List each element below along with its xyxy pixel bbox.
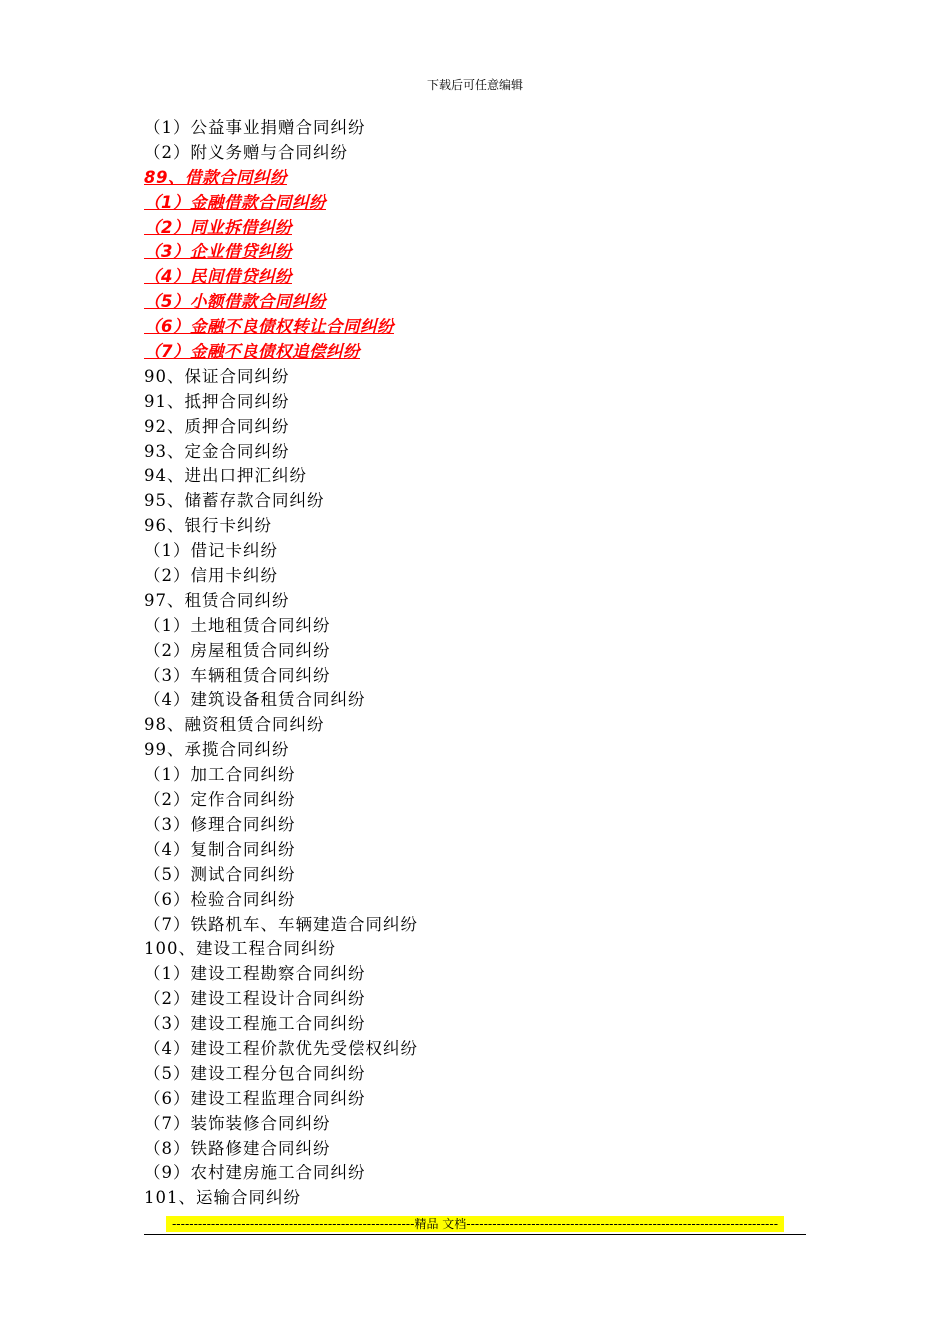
highlighted-entry: （4）民间借贷纠纷 (144, 267, 292, 287)
highlighted-entry: （5）小额借款合同纠纷 (144, 292, 326, 312)
sub-category-item: （1）加工合同纠纷 (144, 765, 296, 785)
sub-category-item: （5）测试合同纠纷 (144, 864, 296, 884)
category-heading: 101、运输合同纠纷 (144, 1188, 301, 1208)
sub-category-item: （3）车辆租赁合同纠纷 (144, 665, 331, 685)
category-heading: 98、融资租赁合同纠纷 (144, 715, 325, 735)
sub-category-item: （3）修理合同纠纷 (144, 814, 296, 834)
sub-category-item: （4）建筑设备租赁合同纠纷 (144, 690, 366, 710)
sub-category-item: （2）信用卡纠纷 (144, 566, 278, 586)
sub-category-item: （4）复制合同纠纷 (144, 839, 296, 859)
category-heading: 100、建设工程合同纠纷 (144, 939, 336, 959)
sub-category-item: （2）附义务赠与合同纠纷 (144, 142, 348, 162)
sub-category-item: （2）房屋租赁合同纠纷 (144, 640, 331, 660)
footer-divider (144, 1234, 806, 1235)
category-heading: 93、定金合同纠纷 (144, 441, 290, 461)
sub-category-item: （6）检验合同纠纷 (144, 889, 296, 909)
sub-category-item: （9）农村建房施工合同纠纷 (144, 1163, 366, 1183)
page-header: 下载后可任意编辑 (426, 78, 523, 92)
sub-category-item: （1）借记卡纠纷 (144, 541, 278, 561)
sub-category-item: （7）铁路机车、车辆建造合同纠纷 (144, 914, 418, 934)
footer-banner: --------------------------------------------------------精品 文档------------------------------------------------------------------------ (166, 1216, 784, 1232)
sub-category-item: （1）公益事业捐赠合同纠纷 (144, 118, 366, 137)
highlighted-entry: （2）同业拆借纠纷 (144, 217, 292, 237)
category-heading: 99、承揽合同纠纷 (144, 740, 290, 760)
category-heading: 92、质押合同纠纷 (144, 416, 290, 436)
category-heading: 96、银行卡纠纷 (144, 516, 272, 536)
category-heading: 95、储蓄存款合同纠纷 (144, 491, 325, 511)
highlighted-entry: （7）金融不良债权追偿纠纷 (144, 342, 360, 362)
sub-category-item: （1）土地租赁合同纠纷 (144, 615, 331, 635)
highlighted-entry: （3）企业借贷纠纷 (144, 242, 292, 262)
highlighted-entry: （1）金融借款合同纠纷 (144, 192, 326, 212)
sub-category-item: （4）建设工程价款优先受偿权纠纷 (144, 1038, 418, 1058)
category-heading: 97、租赁合同纠纷 (144, 590, 290, 610)
sub-category-item: （2）建设工程设计合同纠纷 (144, 989, 366, 1009)
category-heading: 94、进出口押汇纠纷 (144, 466, 307, 486)
category-heading: 91、抵押合同纠纷 (144, 391, 290, 411)
sub-category-item: （6）建设工程监理合同纠纷 (144, 1088, 366, 1108)
sub-category-item: （5）建设工程分包合同纠纷 (144, 1063, 366, 1083)
sub-category-item: （7）装饰装修合同纠纷 (144, 1113, 331, 1133)
document-body (144, 116, 824, 1211)
sub-category-item: （1）建设工程勘察合同纠纷 (144, 964, 366, 984)
highlighted-entry: （6）金融不良债权转让合同纠纷 (144, 317, 394, 337)
sub-category-item: （8）铁路修建合同纠纷 (144, 1138, 331, 1158)
sub-category-item: （3）建设工程施工合同纠纷 (144, 1014, 366, 1034)
highlighted-entry: 89、借款合同纠纷 (144, 167, 287, 187)
category-heading: 90、保证合同纠纷 (144, 366, 290, 386)
sub-category-item: （2）定作合同纠纷 (144, 790, 296, 810)
